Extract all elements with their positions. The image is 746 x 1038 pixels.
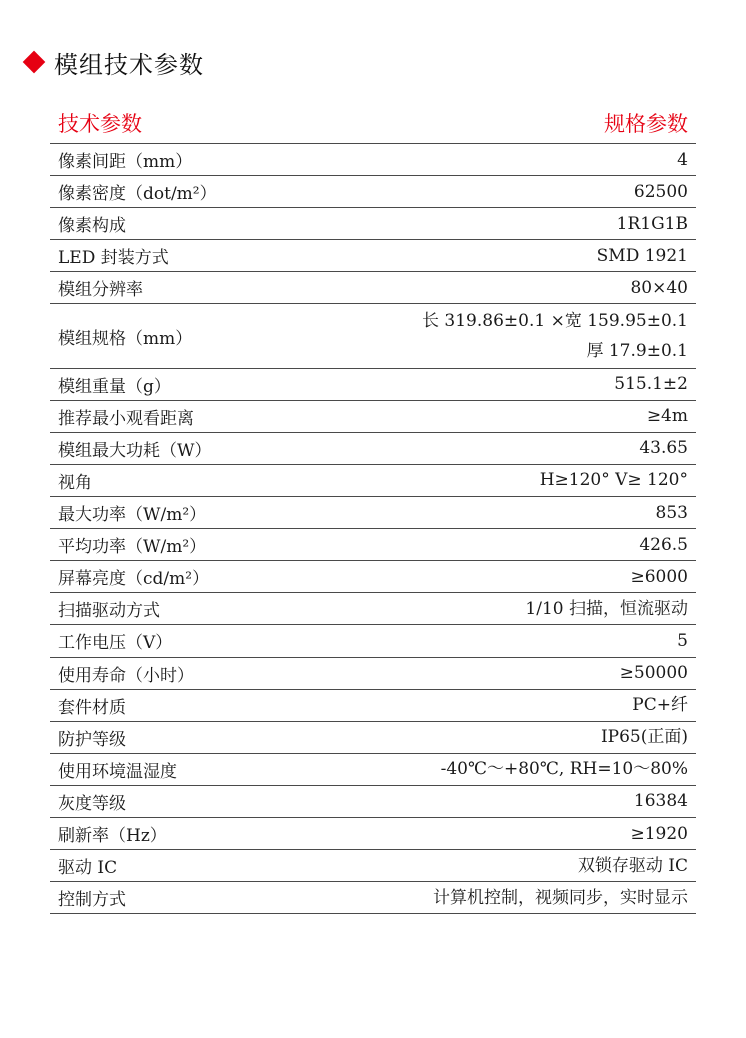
row-label: 刷新率（Hz） [58,826,167,847]
table-row [50,176,696,208]
table-row [50,497,696,529]
table-row [50,818,696,850]
table-row [50,658,696,690]
table-row [50,561,696,593]
row-label: 扫描驱动方式 [58,601,160,622]
row-label: 模组最大功耗（W） [58,440,212,461]
table-row [50,433,696,465]
row-label: 最大功率（W/m²） [58,505,207,526]
table-row [50,722,696,754]
row-label: 像素间距（mm） [58,152,193,173]
row-value-line: 厚 17.9±0.1 [586,341,688,362]
table-row [50,882,696,914]
table-row [50,240,696,272]
row-value: 5 [677,630,688,651]
row-label: 防护等级 [58,729,126,750]
table-row [50,850,696,882]
table-row [50,401,696,433]
table-row [50,593,696,625]
row-value: PC+纤 [632,695,688,716]
row-label: 像素构成 [58,216,126,237]
row-label: 驱动 IC [58,858,118,879]
row-label: 视角 [58,472,92,493]
row-label: 推荐最小观看距离 [58,408,194,429]
row-value: -40℃～+80℃, RH=10～80% [440,759,688,780]
row-value: 计算机控制，视频同步，实时显示 [433,887,688,908]
column-header-spec: 规格参数 [604,112,688,136]
row-value: IP65(正面) [600,727,688,748]
row-label: LED 封装方式 [58,248,169,269]
row-value: 80×40 [630,277,688,298]
table-row [50,272,696,304]
row-value: 4 [677,149,688,170]
row-label: 平均功率（W/m²） [58,537,207,558]
row-value: 426.5 [639,534,688,555]
row-label: 控制方式 [58,890,126,911]
row-value: 16384 [633,791,688,812]
row-value: SMD 1921 [596,245,688,266]
table-row [50,369,696,401]
row-label: 套件材质 [58,697,126,718]
row-value-line: 长 319.86±0.1 ×宽 159.95±0.1 [422,311,688,332]
table-row [50,144,696,176]
row-label: 使用环境温湿度 [58,761,177,782]
row-value: 515.1±2 [614,374,688,395]
row-value: ≥50000 [619,663,688,684]
section-title: 模组技术参数 [54,50,204,79]
row-label: 模组分辨率 [58,280,143,301]
table-row [50,465,696,497]
row-value: ≥6000 [630,566,688,587]
row-label: 模组重量（g） [58,376,171,397]
row-value [422,306,688,366]
table-row [50,786,696,818]
section-header [22,44,204,80]
table-row [50,625,696,657]
row-label: 工作电压（V） [58,633,173,654]
row-value: 双锁存驱动 IC [577,855,688,876]
table-row [50,208,696,240]
table-row [50,690,696,722]
row-value: 62500 [633,181,688,202]
column-header-param: 技术参数 [58,112,142,136]
row-value: 1/10 扫描，恒流驱动 [525,598,688,619]
row-value: ≥4m [646,406,688,427]
spec-table [50,143,696,914]
row-label: 屏幕亮度（cd/m²） [58,569,210,590]
diamond-bullet-icon [23,51,46,74]
table-row [50,754,696,786]
table-row [50,304,696,368]
row-value: H≥120° V≥ 120° [539,470,688,491]
row-label: 像素密度（dot/m²） [58,184,217,205]
row-value: 853 [655,502,688,523]
row-label: 模组规格（mm） [58,328,193,349]
row-label: 使用寿命（小时） [58,665,194,686]
row-value: ≥1920 [630,823,688,844]
table-column-headers [50,104,696,142]
row-label: 灰度等级 [58,793,126,814]
row-value: 1R1G1B [616,213,688,234]
table-row [50,529,696,561]
row-value: 43.65 [639,438,688,459]
